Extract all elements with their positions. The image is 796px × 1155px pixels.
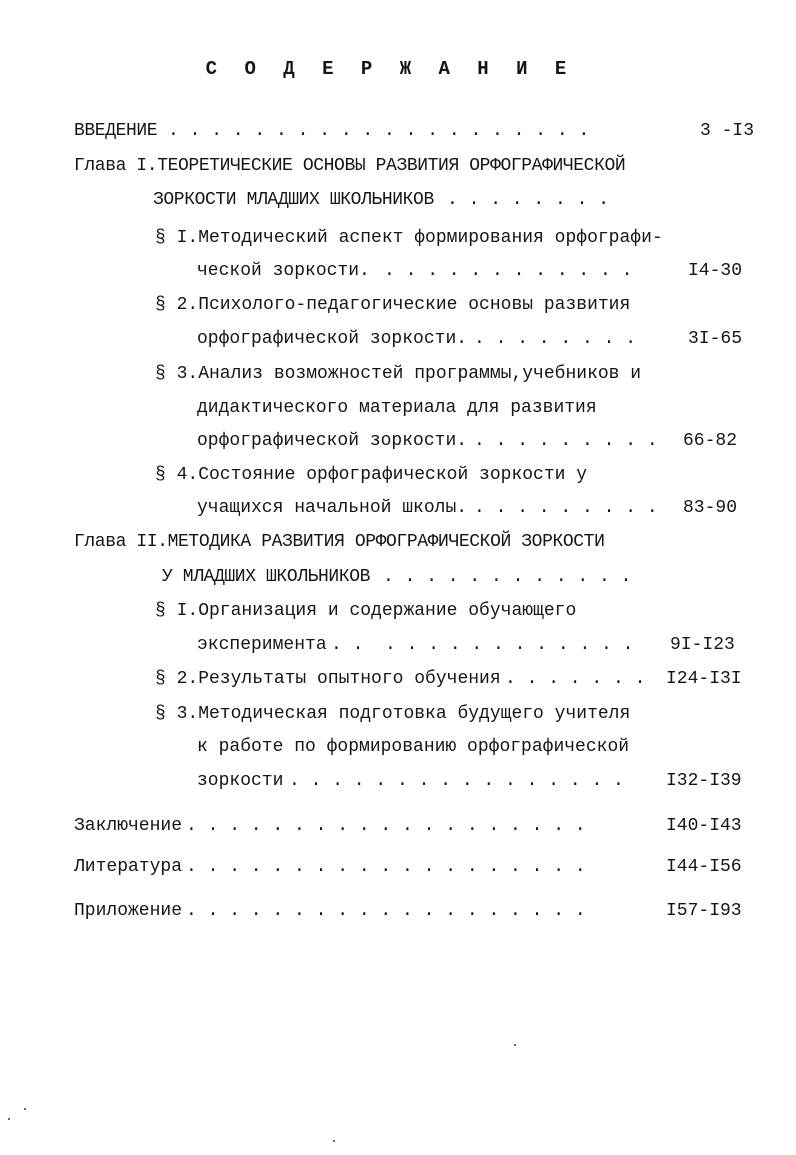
toc-entry-dots: . . . . . . . . . . . . . . . . . . . . bbox=[168, 121, 590, 141]
toc-entry-text: Приложение bbox=[74, 901, 183, 921]
toc-entry-text: орфографической зоркости. bbox=[197, 329, 468, 349]
toc-entry bbox=[197, 631, 327, 659]
toc-entry-text: § I.Методический аспект формирования орфографи- bbox=[155, 228, 663, 248]
toc-entry-dots: . . . . . . . . . . . . . . . . . . . bbox=[186, 901, 586, 921]
toc-entry-pages: 9I-I23 bbox=[670, 635, 735, 655]
section-heading bbox=[155, 597, 576, 625]
toc-entry-dots: . . . . . . . . . . . . . . bbox=[331, 635, 634, 655]
toc-entry-dots: . . . . . . . . bbox=[474, 329, 637, 349]
toc-entry-text: § 2.Результаты опытного обучения bbox=[155, 669, 501, 689]
toc-entry bbox=[155, 665, 501, 693]
toc-entry-dots: . . . . . . . . . . . . . . . . . . . bbox=[186, 857, 586, 877]
toc-entry-dots: . . . . . . . . . bbox=[474, 498, 658, 518]
toc-entry-pages: I57-I93 bbox=[666, 901, 742, 921]
toc-entry-pages: I24-I3I bbox=[666, 669, 742, 689]
chapter-heading bbox=[74, 528, 605, 556]
toc-entry-text: ческой зоркости. bbox=[197, 261, 370, 281]
scan-speck bbox=[8, 1118, 10, 1120]
toc-entry-text: Заключение bbox=[74, 816, 183, 836]
toc-entry bbox=[197, 394, 597, 422]
toc-entry-text: У МЛАДШИХ ШКОЛЬНИКОВ bbox=[162, 567, 371, 587]
toc-entry bbox=[153, 186, 434, 214]
section-heading bbox=[155, 461, 587, 489]
toc-entry bbox=[74, 853, 182, 881]
toc-entry-pages: 3 -I3 bbox=[700, 121, 755, 141]
toc-entry-pages: I44-I56 bbox=[666, 857, 742, 877]
toc-entry-text: ЗОРКОСТИ МЛАДШИХ ШКОЛЬНИКОВ bbox=[153, 190, 434, 210]
toc-entry-text: к работе по формированию орфографической bbox=[197, 737, 630, 757]
toc-entry-pages: 3I-65 bbox=[688, 329, 743, 349]
scan-speck bbox=[333, 1140, 335, 1142]
toc-entry-text: § 4.Состояние орфографической зоркости у bbox=[155, 465, 588, 485]
toc-entry-text: зоркости bbox=[197, 771, 284, 791]
toc-entry-text: § 3.Анализ возможностей программы,учебников и bbox=[155, 364, 642, 384]
toc-entry-dots: . . . . . . . . . bbox=[474, 431, 658, 451]
toc-entry bbox=[197, 494, 467, 522]
toc-entry bbox=[197, 733, 629, 761]
toc-entry-dots: . . . . . . . . bbox=[447, 190, 610, 210]
toc-entry bbox=[162, 563, 370, 591]
toc-entry-text: ВВЕДЕНИЕ bbox=[74, 121, 158, 141]
toc-entry-pages: 83-90 bbox=[683, 498, 738, 518]
toc-title: С О Д Е Р Ж А Н И Е bbox=[205, 58, 575, 80]
toc-entry-pages: I40-I43 bbox=[666, 816, 742, 836]
toc-entry-dots: . . . . . . . . . . . . . . . . . . . bbox=[186, 816, 586, 836]
section-heading bbox=[155, 700, 630, 728]
toc-entry-dots: . . . . . . . . . . . . bbox=[383, 567, 632, 587]
toc-entry-dots: . . . . . . . bbox=[505, 669, 646, 689]
toc-entry-dots: . . . . . . . . . . . . bbox=[384, 261, 633, 281]
toc-entry bbox=[197, 767, 283, 795]
toc-entry bbox=[74, 812, 182, 840]
toc-entry-dots: . . . . . . . . . . . . . . . . bbox=[289, 771, 624, 791]
toc-entry-text: дидактического материала для развития bbox=[197, 398, 597, 418]
toc-entry bbox=[197, 427, 467, 455]
toc-entry bbox=[197, 257, 370, 285]
scan-speck bbox=[24, 1108, 26, 1110]
chapter-heading bbox=[74, 152, 625, 180]
toc-entry bbox=[197, 325, 467, 353]
toc-entry-pages: 66-82 bbox=[683, 431, 738, 451]
toc-entry bbox=[74, 117, 157, 145]
section-heading bbox=[155, 360, 641, 388]
toc-entry-text: орфографической зоркости. bbox=[197, 431, 468, 451]
toc-entry-text: § 3.Методическая подготовка будущего учителя bbox=[155, 704, 631, 724]
toc-entry-pages: I4-30 bbox=[688, 261, 743, 281]
toc-entry-text: эксперимента bbox=[197, 635, 327, 655]
section-heading bbox=[155, 291, 630, 319]
toc-entry-text: § 2.Психолого-педагогические основы развития bbox=[155, 295, 631, 315]
toc-entry-text: учащихся начальной школы. bbox=[197, 498, 468, 518]
toc-entry-text: Глава I.ТЕОРЕТИЧЕСКИЕ ОСНОВЫ РАЗВИТИЯ ОРФОГРАФИЧЕСКОЙ bbox=[74, 156, 626, 176]
toc-entry-text: § I.Организация и содержание обучающего bbox=[155, 601, 577, 621]
scan-speck bbox=[514, 1044, 516, 1046]
toc-entry bbox=[74, 897, 182, 925]
section-heading bbox=[155, 224, 663, 252]
toc-entry-pages: I32-I39 bbox=[666, 771, 742, 791]
toc-entry-text: Глава II.МЕТОДИКА РАЗВИТИЯ ОРФОГРАФИЧЕСКОЙ ЗОРКОСТИ bbox=[74, 532, 605, 552]
toc-entry-text: Литература bbox=[74, 857, 183, 877]
